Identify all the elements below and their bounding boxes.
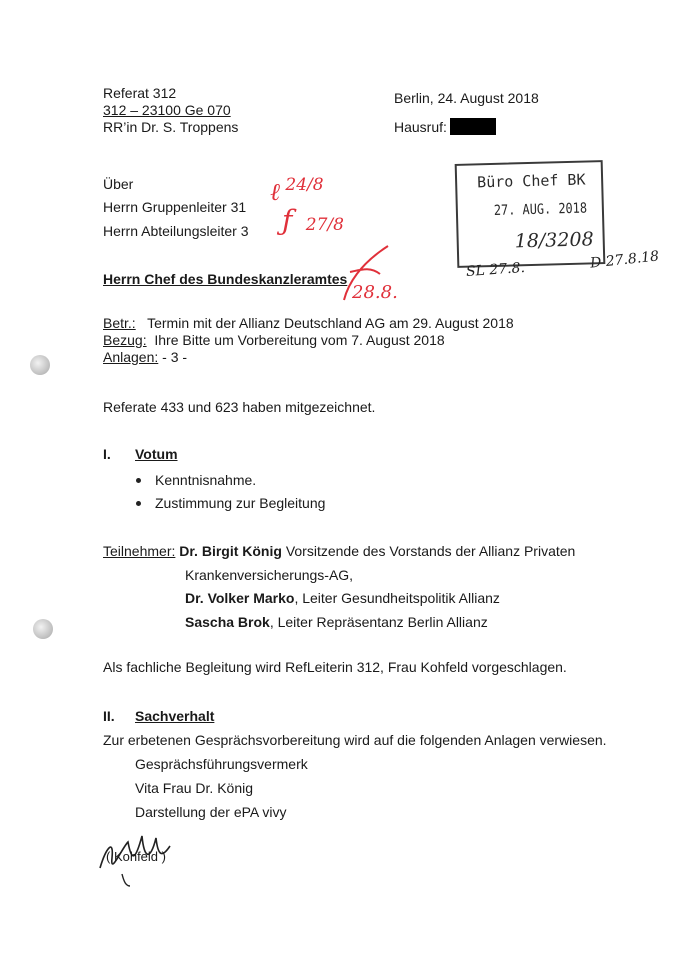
bullet-dot [136,478,141,483]
redaction-bar [450,118,496,135]
gl-date-handwritten: 24/8 [285,175,324,195]
al-date-handwritten: 27/8 [305,215,344,235]
recipient-line: Herrn Chef des Bundeskanzleramtes [103,271,348,287]
votum-item: Zustimmung zur Begleitung [155,495,326,511]
stamp-office: Büro Chef BK [476,170,586,192]
sachverhalt-numeral: II. [103,708,115,724]
sachverhalt-intro: Zur erbetenen Gesprächsvorbereitung wird auf die folgenden Anlagen verwiesen. [103,732,607,748]
anlage-item: Darstellung der ePA vivy [135,804,287,820]
participant-role: Vorsitzende des Vorstands der Allianz Privaten [285,543,576,559]
referat-label: Referat 312 [103,85,177,101]
betr-label: Betr.: [103,315,136,331]
votum-item: Kenntnisnahme. [155,472,257,488]
participant-role: , Leiter Gesundheitspolitik Allianz [294,590,500,606]
bezug-line [103,331,445,349]
stamp-number: 18/3208 [514,228,594,253]
place-date: Berlin, 24. August 2018 [394,90,539,106]
gruppenleiter-line: Herrn Gruppenleiter 31 [103,199,247,215]
anlagen-text: - 3 - [162,349,188,365]
participant-name: Sascha Brok [185,614,270,630]
punch-hole-bottom [33,619,53,639]
mitzeichnung-text: Referate 433 und 623 haben mitgezeichnet. [103,399,376,415]
signature-name: ( Kohfeld ) [106,849,166,864]
votum-numeral: I. [103,446,111,462]
begleitung-text: Als fachliche Begleitung wird RefLeiterin 312, Frau Kohfeld vorgeschlagen. [103,659,567,675]
teilnehmer-label: Teilnehmer: [103,543,176,559]
anlage-item: Vita Frau Dr. König [135,780,254,796]
participant-line-3 [185,613,488,631]
anlage-item: Gesprächsführungsvermerk [135,756,308,772]
bezug-text: Ihre Bitte um Vorbereitung vom 7. August 2018 [154,332,445,348]
stamp-date: 27. AUG. 2018 [493,200,588,219]
participant-line-2 [185,589,500,607]
hausruf-label: Hausruf: [394,119,447,135]
al-initials-annotation: ƒ 27/8 [282,204,344,237]
gl-initials-annotation: ℓ 24/8 [270,175,324,206]
participant-name: Dr. Volker Marko [185,590,295,606]
stamp-note-left: SL 27.8. [465,259,526,281]
participant-role: , Leiter Repräsentanz Berlin Allianz [269,614,488,630]
sachverhalt-heading: Sachverhalt [135,708,215,724]
punch-hole-top [30,355,50,375]
participant-role-continued: Krankenversicherungs-AG, [185,567,354,583]
teilnehmer-line-1 [103,542,575,560]
author: RR’in Dr. S. Troppens [103,119,239,135]
votum-heading: Votum [135,446,178,462]
aktenzeichen: 312 – 23100 Ge 070 [103,102,231,118]
stamp-note-right: D 27.8.18 [589,248,660,272]
abteilungsleiter-line: Herrn Abteilungsleiter 3 [103,223,249,239]
betr-line [103,314,514,332]
chef-date-handwritten: 28.8. [352,282,398,303]
received-stamp [455,160,606,268]
anlagen-line [103,348,187,366]
bezug-label: Bezug: [103,332,147,348]
participant-name: Dr. Birgit König [179,543,282,559]
bullet-dot [136,501,141,506]
anlagen-label: Anlagen: [103,349,159,365]
betr-text: Termin mit der Allianz Deutschland AG am 29. August 2018 [147,315,514,331]
ueber-label: Über [103,176,134,192]
